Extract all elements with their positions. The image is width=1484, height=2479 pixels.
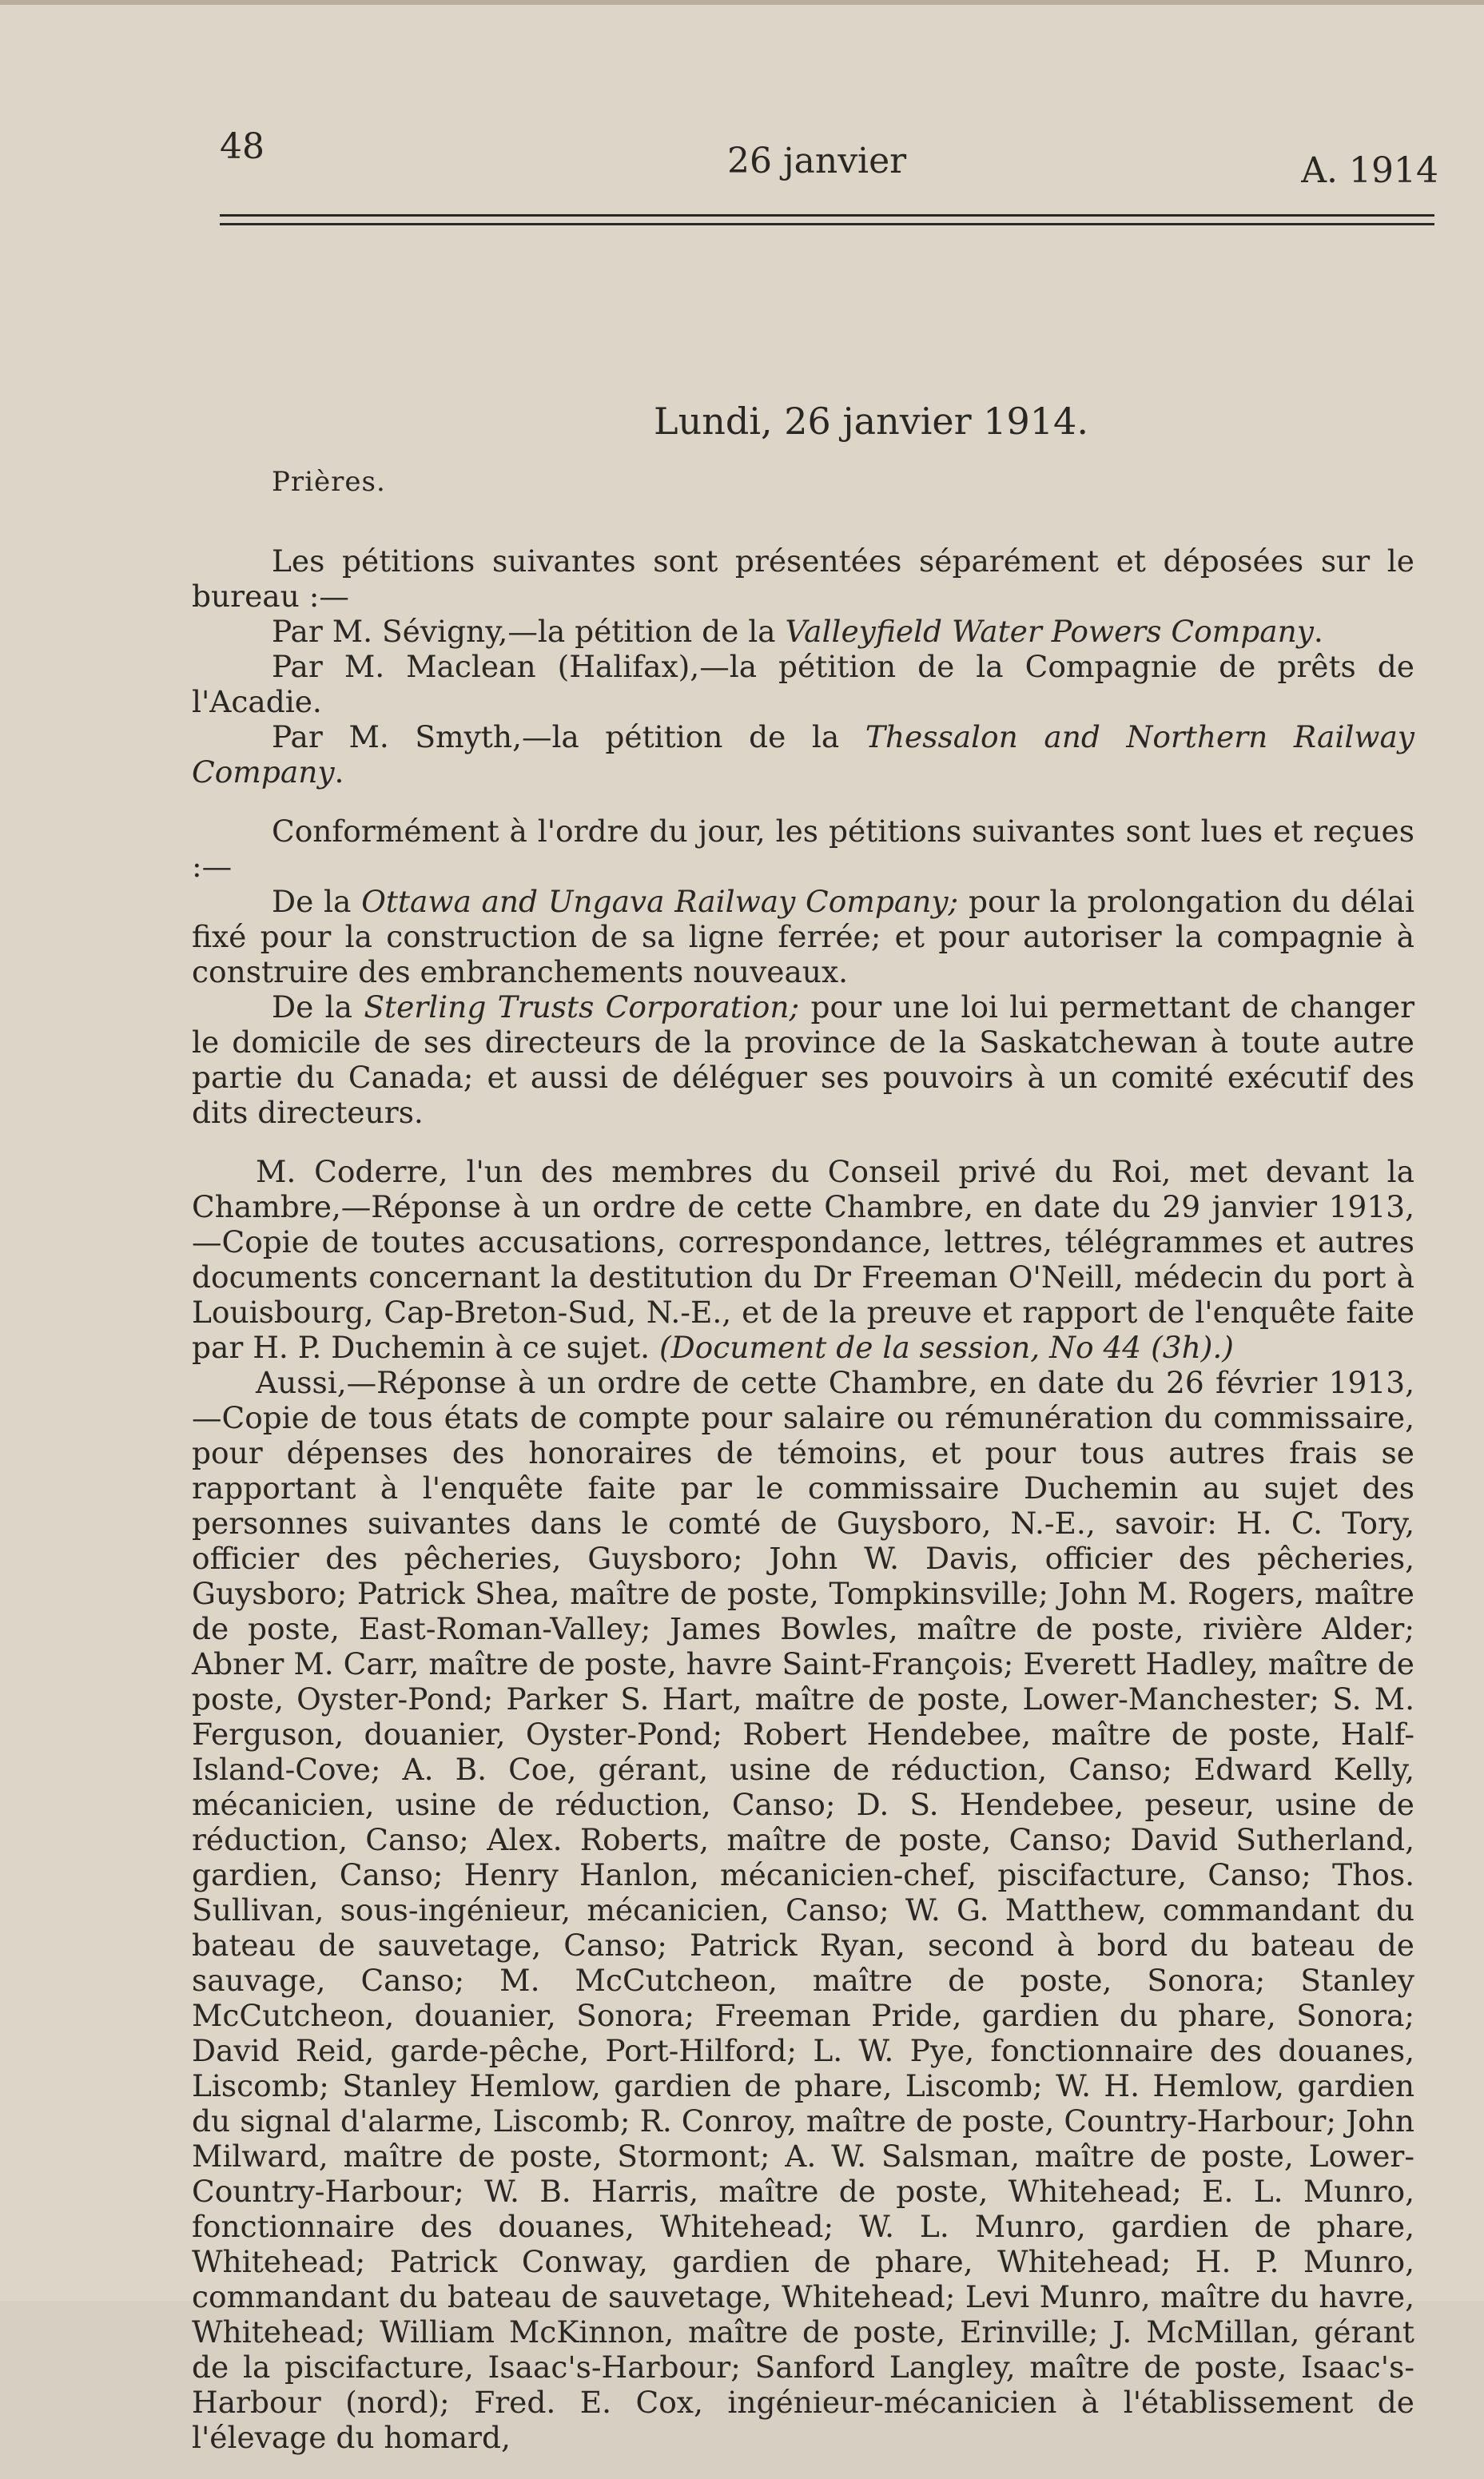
- day-title: Lundi, 26 janvier 1914.: [654, 400, 1088, 443]
- page-number: 48: [220, 126, 265, 167]
- documents-section: [192, 1154, 1414, 2455]
- coderre-paragraph: M. Coderre, l'un des membres du Conseil privé du Roi, met devant la Chambre,—Réponse à un ordre de cette Chambre, en date du 29 janvier 1913,—Copie de toutes accusations, correspondance, lettres, télégrammes et autres documents concernant la destitution du Dr Freeman O'Neill, médecin du port à Louisbourg, Cap-Breton-Sud, N.-E., et de la preuve et rapport de l'enquête faite par H. P. Duchemin à ce sujet. (Document de la session, No 44 (3h).): [192, 1154, 1414, 1365]
- petitions-presented-intro: Les pétitions suivantes sont présentées séparément et déposées sur le bureau :—: [192, 543, 1414, 614]
- petition-item: De la Ottawa and Ungava Railway Company; pour la prolongation du délai fixé pour la construction de sa ligne ferrée; et pour autoriser la compagnie à construire des embranchements nouveaux.: [192, 884, 1415, 989]
- petitions-read-section: [192, 814, 1414, 1130]
- petitions-presented-section: [192, 543, 1414, 790]
- company-name: Sterling Trusts Corporation;: [364, 989, 800, 1025]
- document-reference: (Document de la session, No 44 (3h).): [658, 1330, 1234, 1365]
- petition-item: Par M. Sévigny,—la pétition de la Valleyfield Water Powers Company.: [272, 614, 1323, 649]
- petition-item: Par M. Maclean (Halifax),—la pétition de la Compagnie de prêts de l'Acadie.: [192, 649, 1414, 719]
- page-top-edge: [0, 0, 1484, 5]
- prieres-heading: Prières.: [272, 466, 386, 498]
- company-name: Thessalon and Northern Railway Company: [192, 719, 1414, 790]
- header-rule-top: [220, 214, 1434, 217]
- header-rule-bottom: [220, 223, 1434, 225]
- petitions-read-intro: Conformément à l'ordre du jour, les pétitions suivantes sont lues et reçues :—: [192, 814, 1414, 884]
- petition-item: Par M. Smyth,—la pétition de la Thessalon and Northern Railway Company.: [192, 719, 1414, 790]
- header-year: A. 1914: [1301, 150, 1438, 191]
- aussi-paragraph: Aussi,—Réponse à un ordre de cette Chambre, en date du 26 février 1913,—Copie de tous états de compte pour salaire ou rémunération du commissaire, pour dépenses des honoraires de témoins, et pour tous autres frais se rapportant à l'enquête faite par le commissaire Duchemin au sujet des personnes suivantes dans le comté de Guysboro, N.-E., savoir: H. C. Tory, officier des pêcheries, Guysboro; John W. Davis, officier des pêcheries, Guysboro; Patrick Shea, maître de poste, Tompkinsville; John M. Rogers, maître de poste, East-Roman-Valley; James Bowles, maître de poste, rivière Alder; Abner M. Carr, maître de poste, havre Saint-François; Everett Hadley, maître de poste, Oyster-Pond; Parker S. Hart, maître de poste, Lower-Manchester; S. M. Ferguson, douanier, Oyster-Pond; Robert Hendebee, maître de poste, Half-Island-Cove; A. B. Coe, gérant, usine de réduction, Canso; Edward Kelly, mécanicien, usine de réduction, Canso; D. S. Hendebee, peseur, usine de réduction, Canso; Alex. Roberts, maître de poste, Canso; David Sutherland, gardien, Canso; Henry Hanlon, mécanicien-chef, piscifacture, Canso; Thos. Sullivan, sous-ingénieur, mécanicien, Canso; W. G. Matthew, commandant du bateau de sauvetage, Canso; Patrick Ryan, second à bord du bateau de sauvage, Canso; M. McCutcheon, maître de poste, Sonora; Stanley McCutcheon, douanier, Sonora; Freeman Pride, gardien du phare, Sonora; David Reid, garde-pêche, Port-Hilford; L. W. Pye, fonctionnaire des douanes, Liscomb; Stanley Hemlow, gardien de phare, Liscomb; W. H. Hemlow, gardien du signal d'alarme, Liscomb; R. Conroy, maître de poste, Country-Harbour; John Milward, maître de poste, Stormont; A. W. Salsman, maître de poste, Lower-Country-Harbour; W. B. Harris, maître de poste, Whitehead; E. L. Munro, fonctionnaire des douanes, Whitehead; W. L. Munro, gardien de phare, Whitehead; Patrick Conway, gardien de phare, Whitehead; H. P. Munro, commandant du bateau de sauvetage, Whitehead; Levi Munro, maître du havre, Whitehead; William McKinnon, maître de poste, Erinville; J. McMillan, gérant de la piscifacture, Isaac's-Harbour; Sanford Langley, maître de poste, Isaac's-Harbour (nord); Fred. E. Cox, ingénieur-mécanicien à l'établissement de l'élevage du homard,: [192, 1365, 1414, 2455]
- header-date: 26 janvier: [727, 141, 907, 181]
- company-name: Ottawa and Ungava Railway Company;: [361, 884, 959, 919]
- page-body: [192, 400, 1415, 2479]
- page-header: [220, 126, 1438, 190]
- petition-item: De la Sterling Trusts Corporation; pour une loi lui permettant de changer le domicile de ses directeurs de la province de la Saskatchewan à toute autre partie du Canada; et aussi de déléguer ses pouvoirs à un comité exécutif des dits directeurs.: [192, 989, 1415, 1130]
- company-name: Valleyfield Water Powers Company: [785, 614, 1314, 649]
